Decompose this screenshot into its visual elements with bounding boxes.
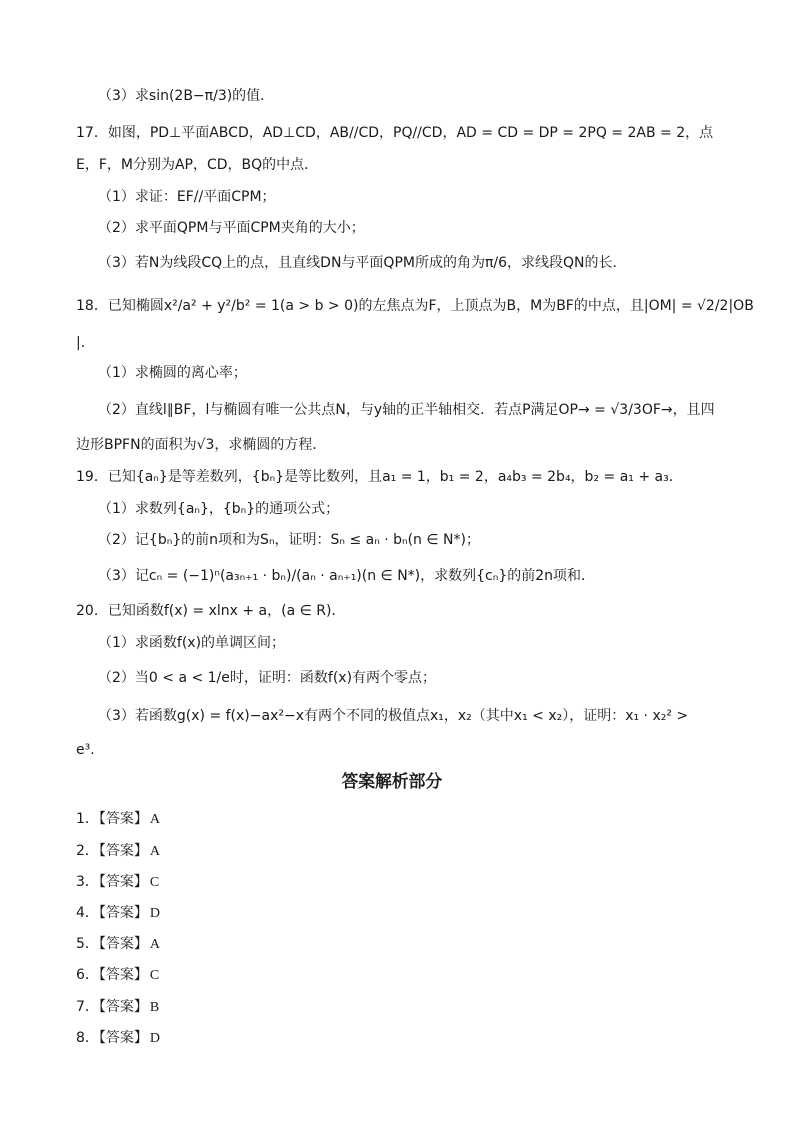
answer-tag: 【答案】 [98, 874, 148, 890]
answer-number: 2． [76, 843, 99, 859]
answer-value: B [149, 1000, 160, 1015]
answer-number: 1． [76, 811, 99, 827]
answer-tag: 【答案】 [98, 1030, 148, 1046]
question-line: E，F，M分别为AP，CD，BQ的中点． [76, 157, 319, 173]
question-line: （1）求椭圆的离心率； [98, 365, 247, 381]
question-line: 19．已知{aₙ}是等差数列，{bₙ}是等比数列，且a₁ = 1，b₁ = 2，a₄b₃ = 2b₄，b₂ = a₁ + a₃． [76, 469, 683, 485]
answer-number: 6． [76, 967, 99, 983]
question-line: （1）求证：EF//平面CPM； [98, 189, 276, 205]
question-line: （2）求平面QPM与平面CPM夹角的大小； [98, 220, 365, 236]
answer-item [76, 841, 160, 862]
answer-tag: 【答案】 [98, 905, 148, 921]
answer-value: D [149, 906, 161, 921]
answer-item [76, 1028, 160, 1049]
answer-value: D [149, 1031, 161, 1046]
answer-value: A [149, 812, 161, 827]
answer-value: C [149, 968, 160, 983]
answer-item [76, 997, 159, 1018]
answer-number: 3． [76, 874, 99, 890]
question-line: （2）记{bₙ}的前n项和为Sₙ，证明：Sₙ ≤ aₙ · bₙ(n ∈ N*)； [98, 532, 480, 548]
answer-item [76, 934, 160, 955]
answer-item [76, 903, 160, 924]
question-line: 18．已知椭圆x²/a² + y²/b² = 1(a > b > 0)的左焦点为F，上顶点为B，M为BF的中点，且|OM| = √2/2|OB [76, 298, 754, 314]
answer-number: 4． [76, 905, 99, 921]
question-line: （3）记cₙ = (−1)ⁿ(a₃ₙ₊₁ · bₙ)/(aₙ · aₙ₊₁)(n ∈ N*)，求数列{cₙ}的前2n项和． [98, 568, 596, 584]
question-line: （2）当0 < a < 1/e时，证明：函数f(x)有两个零点； [98, 670, 437, 686]
answer-number: 5． [76, 936, 99, 952]
question-line: （3）若N为线段CQ上的点，且直线DN与平面QPM所成的角为π/6，求线段QN的长． [98, 255, 627, 271]
question-line: （1）求数列{aₙ}，{bₙ}的通项公式； [98, 501, 340, 517]
question-line: （3）求sin(2B−π/3)的值． [98, 88, 275, 104]
answer-item [76, 965, 159, 986]
answer-tag: 【答案】 [98, 843, 148, 859]
answer-item [76, 809, 160, 830]
question-line: 20．已知函数f(x) = xlnx + a，(a ∈ R)． [76, 603, 346, 619]
answer-tag: 【答案】 [98, 811, 148, 827]
answer-item [76, 872, 159, 893]
question-line: |． [76, 335, 95, 351]
answer-section-title: 答案解析部分 [341, 772, 443, 792]
answer-number: 8． [76, 1030, 99, 1046]
question-line: （3）若函数g(x) = f(x)−ax²−x有两个不同的极值点x₁，x₂（其中x₁ < x₂），证明：x₁ · x₂² > [98, 708, 689, 724]
question-line: 边形BPFN的面积为√3，求椭圆的方程． [76, 437, 327, 453]
answer-tag: 【答案】 [98, 999, 148, 1015]
answer-number: 7． [76, 999, 99, 1015]
question-line: e³． [76, 742, 105, 758]
answer-tag: 【答案】 [98, 967, 148, 983]
question-line: （1）求函数f(x)的单调区间； [98, 635, 286, 651]
answer-tag: 【答案】 [98, 936, 148, 952]
question-line: （2）直线l∥BF，l与椭圆有唯一公共点N，与y轴的正半轴相交．若点P满足OP→ = √3/3OF→，且四 [98, 402, 715, 418]
answer-value: C [149, 875, 160, 890]
answer-value: A [149, 937, 161, 952]
question-line: 17．如图，PD⊥平面ABCD，AD⊥CD，AB//CD，PQ//CD，AD = CD = DP = 2PQ = 2AB = 2，点 [76, 125, 714, 141]
answer-value: A [149, 844, 161, 859]
